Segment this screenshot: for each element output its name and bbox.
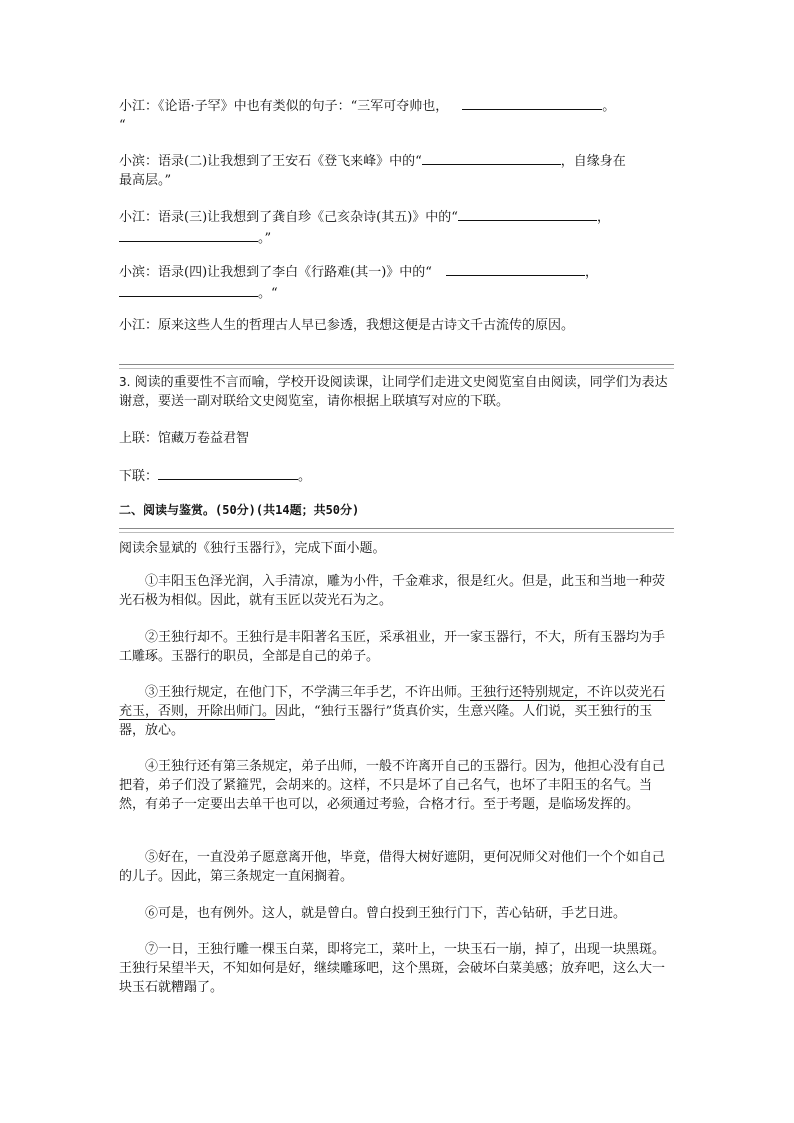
answer-blank[interactable]: [158, 465, 298, 480]
couplet-lower-label: 下联：: [119, 469, 159, 484]
answer-blank[interactable]: [446, 261, 585, 276]
dialog-line-1-text: 小江：《论语·子罕》中也有类似的句子：“三军可夺帅也，: [119, 99, 449, 114]
answer-blank[interactable]: [462, 95, 602, 110]
paragraph-4: ④王独行还有第三条规定，弟子出师，一般不许离开自己的玉器行。因为，他担心没有自己把着，弟子们没了紧箍咒，会胡来的。这样，不只是坏了自己名气，也坏了丰阳玉的名气。当然，有弟子一定要出去单干也可以，必须通过考验，合格才行。至于考题，是临场发挥的。: [119, 759, 666, 812]
question-3: [119, 373, 674, 411]
answer-blank[interactable]: [422, 150, 561, 165]
dialog-line-3: [119, 206, 674, 248]
question-number: 3.: [119, 375, 131, 389]
dialog-line-5: [119, 316, 674, 335]
answer-blank[interactable]: [119, 227, 258, 242]
couplet-lower-end: 。: [298, 469, 312, 484]
paragraph-5: ⑤好在，一直没弟子愿意离开他，毕竟，借得大树好遮阴，更何况师父对他们一个个如自己的儿子。因此，第三条规定一直闲搁着。: [119, 850, 666, 884]
paragraph-2: ②王独行却不。王独行是丰阳著名玉匠，采承祖业，开一家玉器行，不大，所有玉器均为手工雕琢。玉器行的职员，全部是自己的弟子。: [119, 630, 666, 664]
dialog-line-2-mid: ，自缘身在: [560, 154, 626, 169]
dialog-line-4-end: 。“: [258, 286, 278, 301]
reading-intro: 阅读余显斌的《独行玉器行》，完成下面小题。: [119, 541, 386, 556]
dialog-line-2-text: 小滨：语录(二)让我想到了王安石《登飞来峰》中的“: [119, 154, 422, 169]
paragraph-6: ⑥可是，也有例外。这人，就是曾白。曾白投到王独行门下，苦心钻研，手艺日进。: [145, 906, 627, 921]
dialog-line-4: [119, 261, 674, 303]
dialog-line-4-text: 小滨：语录(四)让我想到了李白《行路难(其一)》中的“: [119, 265, 432, 280]
question-3-text: 阅读的重要性不言而喻，学校开设阅读课，让同学们走进文史阅览室自由阅读，同学们为表达谢意，要送一副对联给文史阅览室，请你根据上联填写对应的下联。: [119, 375, 668, 409]
paragraph-3-text: ③王独行规定，在他门下，不学满三年手艺，不许出师。: [145, 685, 471, 700]
divider: [119, 528, 674, 533]
couplet-upper-label: 上联：馆藏万卷益君智: [119, 431, 250, 446]
paragraph-1: ①丰阳玉色泽光润，入手清凉，雕为小件，千金难求，很是红火。但是，此玉和当地一种荧光石极为相似。因此，就有玉匠以荧光石为之。: [119, 574, 666, 608]
dialog-line-4-mid: ，: [584, 265, 598, 280]
couplet-upper: [119, 429, 674, 448]
paragraph-3: [119, 683, 674, 740]
couplet-lower: [119, 465, 674, 486]
section-heading: 二、阅读与鉴赏。(50分)(共14题；共50分): [119, 503, 360, 517]
dialog-line-1-quote: “: [119, 118, 126, 133]
paragraph-3-text-end: 因此，“独行玉器行”货真价实，生意兴隆。人们说，买王独行的玉器，放心。: [119, 704, 653, 738]
dialog-line-3-text: 小江：语录(三)让我想到了龚自珍《己亥杂诗(其五)》中的“: [119, 210, 458, 225]
paragraph-7: ⑦一日，王独行雕一棵玉白菜，即将完工，菜叶上，一块玉石一崩，掉了，出现一块黑斑。王独行呆望半天，不知如何是好，继续雕琢吧，这个黑斑，会破坏白菜美感；放弃吧，这么大一块玉石就糟蹋了。: [119, 942, 666, 995]
answer-blank[interactable]: [458, 206, 597, 221]
divider: [119, 364, 674, 369]
dialog-line-2: [119, 150, 674, 190]
dialog-line-2-end: 最高层。”: [119, 173, 172, 188]
underlined-sentence: 王独行还特别规定，不许以荧光石充玉，否则，开除出师门。: [119, 685, 666, 719]
dialog-line-3-mid: ，: [596, 210, 610, 225]
dialog-line-1: [119, 95, 674, 135]
answer-blank[interactable]: [119, 282, 258, 297]
dialog-line-3-end: 。”: [258, 231, 272, 246]
dialog-line-5-text: 小江：原来这些人生的哲理古人早已参透，我想这便是古诗文千古流传的原因。: [119, 318, 575, 333]
dialog-line-1-end: 。: [602, 99, 616, 114]
